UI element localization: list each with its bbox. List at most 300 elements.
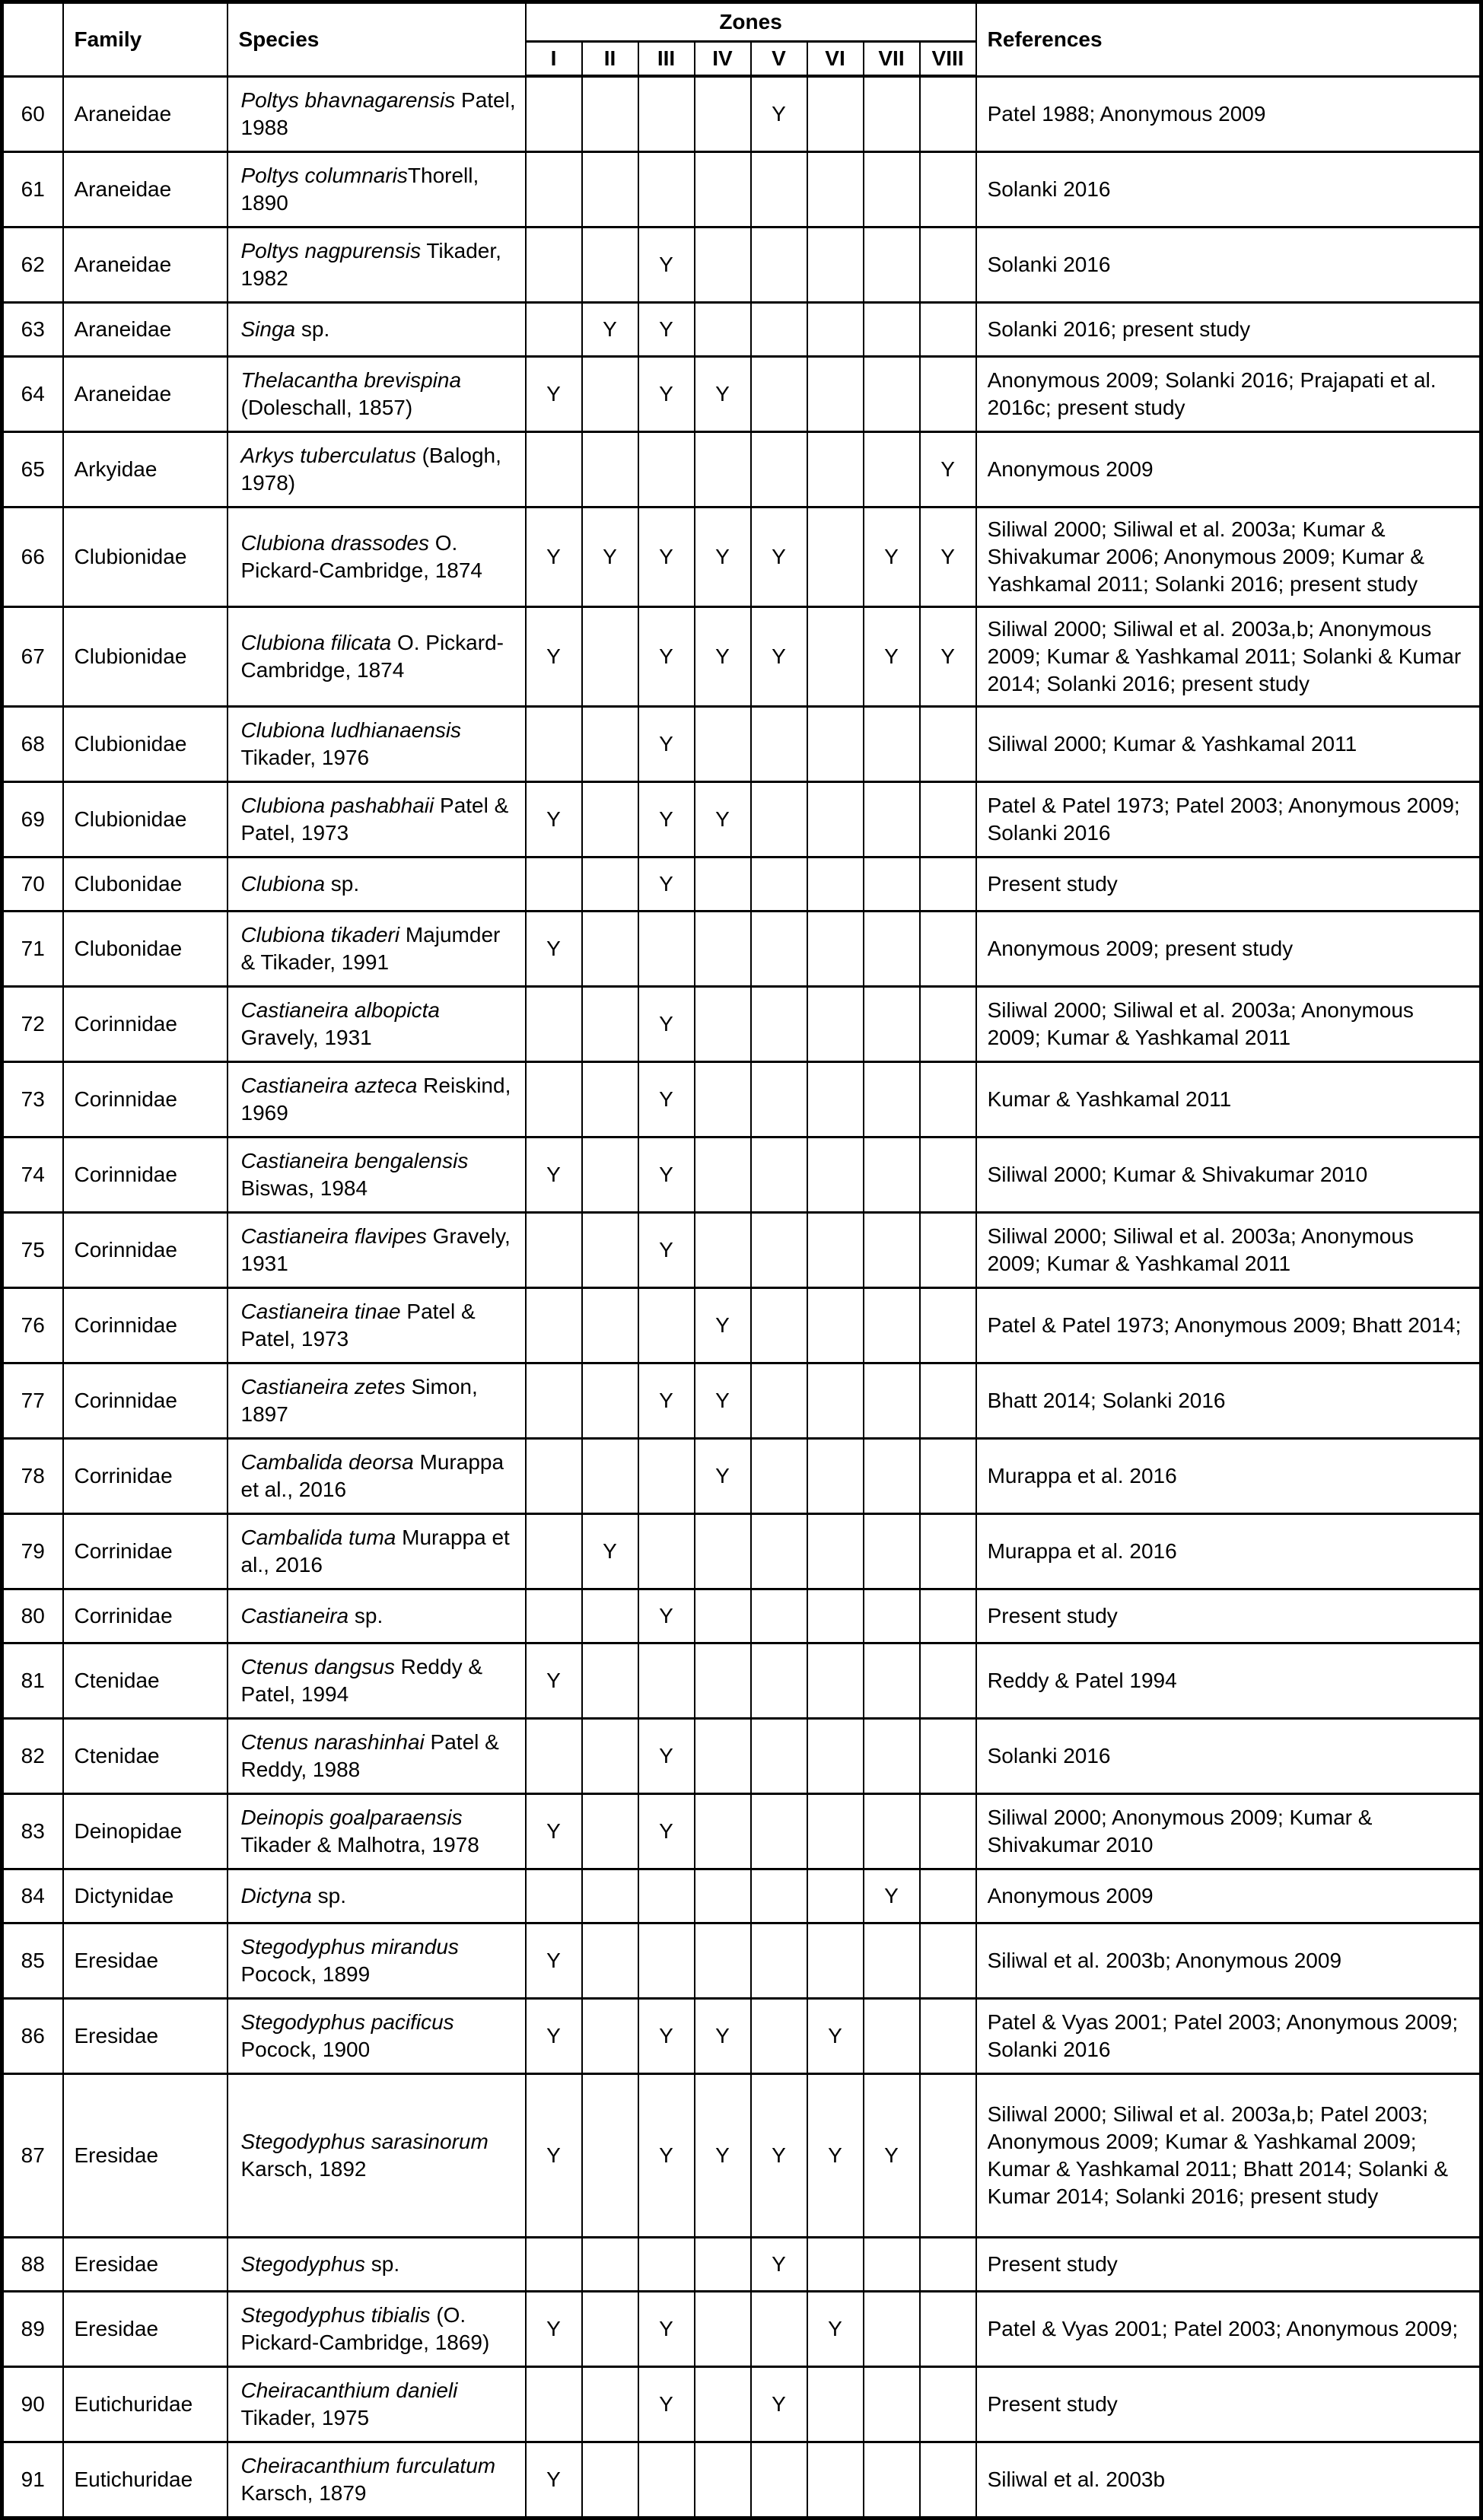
table-row xyxy=(2,1061,1481,1137)
row-number-cell: 61 xyxy=(2,151,63,227)
zone-cell-II xyxy=(582,606,638,706)
zone-cell-VI xyxy=(807,1718,864,1793)
species-author-year: sp. xyxy=(295,317,330,341)
zone-cell-III: Y xyxy=(638,227,695,302)
zone-cell-IV xyxy=(695,1513,751,1589)
species-cell xyxy=(228,1793,526,1869)
table-row xyxy=(2,1513,1481,1589)
zone-cell-IV xyxy=(695,2442,751,2518)
species-cell xyxy=(228,1287,526,1363)
zone-cell-VIII xyxy=(920,1718,976,1793)
zone-cell-II: Y xyxy=(582,507,638,606)
species-scientific-name: Clubiona drassodes xyxy=(240,530,429,555)
table-row xyxy=(2,706,1481,781)
family-cell: Eresidae xyxy=(63,1998,228,2073)
zone-cell-V xyxy=(751,1212,807,1287)
references-cell: Siliwal 2000; Siliwal et al. 2003a; Anonymous 2009; Kumar & Yashkamal 2011 xyxy=(976,986,1481,1061)
species-author-year: (Balogh, 1978) xyxy=(240,443,501,495)
species-cell xyxy=(228,1923,526,1998)
species-scientific-name: Poltys columnaris xyxy=(240,163,408,187)
zone-cell-VII xyxy=(864,1363,920,1438)
species-scientific-name: Stegodyphus sarasinorum xyxy=(240,2129,488,2153)
zone-cell-VII xyxy=(864,2291,920,2366)
zone-header-III: III xyxy=(638,42,695,77)
zone-cell-VI xyxy=(807,1061,864,1137)
zone-cell-II xyxy=(582,227,638,302)
family-cell: Arkyidae xyxy=(63,431,228,507)
species-scientific-name: Stegodyphus pacificus xyxy=(240,2009,454,2034)
zone-cell-IV: Y xyxy=(695,606,751,706)
species-scientific-name: Castianeira xyxy=(240,1603,349,1628)
zone-cell-VII xyxy=(864,986,920,1061)
zone-cell-III xyxy=(638,2442,695,2518)
zone-cell-IV xyxy=(695,1212,751,1287)
zone-cell-IV xyxy=(695,986,751,1061)
species-cell xyxy=(228,857,526,911)
zone-cell-II xyxy=(582,2442,638,2518)
zone-cell-V: Y xyxy=(751,2073,807,2237)
references-cell: Siliwal 2000; Kumar & Shivakumar 2010 xyxy=(976,1137,1481,1212)
species-cell xyxy=(228,356,526,431)
species-cell xyxy=(228,1363,526,1438)
zone-cell-VIII xyxy=(920,781,976,857)
zone-cell-III xyxy=(638,1287,695,1363)
zone-cell-I xyxy=(526,706,582,781)
table-row xyxy=(2,781,1481,857)
table-row xyxy=(2,2237,1481,2291)
zone-cell-VI xyxy=(807,2442,864,2518)
references-cell: Murappa et al. 2016 xyxy=(976,1513,1481,1589)
zone-cell-III: Y xyxy=(638,356,695,431)
table-row xyxy=(2,227,1481,302)
corner-cell xyxy=(2,2,63,77)
zone-cell-VII xyxy=(864,857,920,911)
zone-cell-V xyxy=(751,911,807,986)
zone-cell-VII xyxy=(864,2237,920,2291)
row-number-cell: 85 xyxy=(2,1923,63,1998)
references-cell: Siliwal 2000; Siliwal et al. 2003a; Anonymous 2009; Kumar & Yashkamal 2011 xyxy=(976,1212,1481,1287)
zone-cell-IV xyxy=(695,1589,751,1643)
zone-cell-IV xyxy=(695,1643,751,1718)
zone-cell-I xyxy=(526,1363,582,1438)
references-cell: Siliwal et al. 2003b; Anonymous 2009 xyxy=(976,1923,1481,1998)
zone-header-V: V xyxy=(751,42,807,77)
zone-cell-II xyxy=(582,356,638,431)
zone-cell-II xyxy=(582,76,638,151)
row-number-cell: 72 xyxy=(2,986,63,1061)
zone-cell-VIII xyxy=(920,1643,976,1718)
zone-cell-VIII xyxy=(920,302,976,356)
zone-cell-II xyxy=(582,1643,638,1718)
zone-cell-IV xyxy=(695,1061,751,1137)
zone-cell-III: Y xyxy=(638,706,695,781)
zone-cell-VIII xyxy=(920,1438,976,1513)
family-cell: Clubonidae xyxy=(63,911,228,986)
zone-cell-II: Y xyxy=(582,302,638,356)
zone-cell-VI xyxy=(807,606,864,706)
zone-cell-V xyxy=(751,1513,807,1589)
family-cell: Corinnidae xyxy=(63,986,228,1061)
species-cell xyxy=(228,431,526,507)
zone-cell-I: Y xyxy=(526,1923,582,1998)
zone-cell-II xyxy=(582,1212,638,1287)
species-author-year: Gravely, 1931 xyxy=(240,1025,372,1049)
zone-cell-VI xyxy=(807,1363,864,1438)
family-cell: Araneidae xyxy=(63,76,228,151)
table-row xyxy=(2,356,1481,431)
zone-cell-III: Y xyxy=(638,1137,695,1212)
zone-cell-VII xyxy=(864,1589,920,1643)
row-number-cell: 76 xyxy=(2,1287,63,1363)
family-cell: Clubonidae xyxy=(63,857,228,911)
family-cell: Deinopidae xyxy=(63,1793,228,1869)
references-cell: Siliwal et al. 2003b xyxy=(976,2442,1481,2518)
zone-cell-IV xyxy=(695,1137,751,1212)
zone-cell-II xyxy=(582,1363,638,1438)
zone-cell-VI xyxy=(807,1438,864,1513)
zone-cell-I xyxy=(526,1718,582,1793)
zone-cell-VIII xyxy=(920,356,976,431)
zone-cell-I xyxy=(526,302,582,356)
species-scientific-name: Clubiona pashabhaii xyxy=(240,793,434,817)
zone-cell-V xyxy=(751,706,807,781)
family-cell: Corinnidae xyxy=(63,1363,228,1438)
family-cell: Corinnidae xyxy=(63,1137,228,1212)
zone-cell-II xyxy=(582,2073,638,2237)
row-number-cell: 77 xyxy=(2,1363,63,1438)
zone-cell-VI xyxy=(807,1793,864,1869)
zone-cell-V: Y xyxy=(751,606,807,706)
zone-cell-IV xyxy=(695,706,751,781)
species-author-year: Karsch, 1892 xyxy=(240,2156,367,2181)
references-cell: Patel & Patel 1973; Anonymous 2009; Bhatt 2014; xyxy=(976,1287,1481,1363)
zone-cell-III: Y xyxy=(638,1212,695,1287)
references-cell: Patel & Patel 1973; Patel 2003; Anonymous 2009; Solanki 2016 xyxy=(976,781,1481,857)
zone-cell-V xyxy=(751,986,807,1061)
zone-cell-VIII xyxy=(920,1287,976,1363)
zone-cell-II xyxy=(582,1998,638,2073)
species-scientific-name: Singa xyxy=(240,317,296,341)
species-author-year: Reiskind, 1969 xyxy=(240,1073,511,1125)
species-cell xyxy=(228,227,526,302)
species-author-year: Patel & Patel, 1973 xyxy=(240,793,509,845)
zone-cell-IV: Y xyxy=(695,2073,751,2237)
zone-cell-I xyxy=(526,1212,582,1287)
references-cell: Siliwal 2000; Kumar & Yashkamal 2011 xyxy=(976,706,1481,781)
species-author-year: Patel & Reddy, 1988 xyxy=(240,1729,499,1781)
zone-cell-III xyxy=(638,1513,695,1589)
zone-cell-VI xyxy=(807,706,864,781)
zone-cell-III: Y xyxy=(638,781,695,857)
species-scientific-name: Castianeira bengalensis xyxy=(240,1148,469,1172)
zone-cell-III xyxy=(638,1869,695,1923)
zone-cell-VIII xyxy=(920,1513,976,1589)
zone-cell-VIII xyxy=(920,1869,976,1923)
zone-cell-I: Y xyxy=(526,2291,582,2366)
species-author-year: O. Pickard-Cambridge, 1874 xyxy=(240,630,504,682)
zone-cell-VI xyxy=(807,2237,864,2291)
zone-cell-IV: Y xyxy=(695,781,751,857)
species-cell xyxy=(228,302,526,356)
family-cell: Eutichuridae xyxy=(63,2366,228,2442)
row-number-cell: 62 xyxy=(2,227,63,302)
references-cell: Bhatt 2014; Solanki 2016 xyxy=(976,1363,1481,1438)
species-cell xyxy=(228,1589,526,1643)
zone-cell-VI xyxy=(807,986,864,1061)
species-author-year: Patel, 1988 xyxy=(240,88,516,139)
zone-cell-III xyxy=(638,76,695,151)
species-cell xyxy=(228,2237,526,2291)
zone-cell-VII xyxy=(864,1438,920,1513)
zone-cell-V xyxy=(751,2442,807,2518)
species-scientific-name: Cheiracanthium danieli xyxy=(240,2378,458,2402)
zone-cell-VIII xyxy=(920,227,976,302)
species-scientific-name: Castianeira flavipes xyxy=(240,1223,427,1248)
zone-cell-IV: Y xyxy=(695,356,751,431)
species-cell xyxy=(228,2073,526,2237)
species-cell xyxy=(228,1869,526,1923)
zone-cell-III: Y xyxy=(638,606,695,706)
species-cell xyxy=(228,2442,526,2518)
zone-cell-V xyxy=(751,1998,807,2073)
zone-cell-V xyxy=(751,857,807,911)
zone-cell-V xyxy=(751,151,807,227)
zone-cell-IV xyxy=(695,2366,751,2442)
zone-cell-III: Y xyxy=(638,1793,695,1869)
species-scientific-name: Castianeira zetes xyxy=(240,1374,406,1398)
table-row xyxy=(2,2442,1481,2518)
table-header xyxy=(2,2,1481,77)
family-cell: Ctenidae xyxy=(63,1643,228,1718)
zone-cell-II xyxy=(582,1589,638,1643)
zone-cell-VI xyxy=(807,356,864,431)
zone-cell-VI xyxy=(807,151,864,227)
species-scientific-name: Cambalida deorsa xyxy=(240,1449,414,1474)
zone-cell-VI xyxy=(807,1589,864,1643)
zone-cell-III: Y xyxy=(638,1363,695,1438)
zone-cell-V: Y xyxy=(751,2366,807,2442)
zone-cell-VII xyxy=(864,911,920,986)
zone-cell-IV: Y xyxy=(695,1438,751,1513)
zone-cell-III xyxy=(638,1643,695,1718)
row-number-cell: 87 xyxy=(2,2073,63,2237)
zone-cell-I xyxy=(526,1287,582,1363)
zone-cell-III xyxy=(638,151,695,227)
zone-cell-V xyxy=(751,431,807,507)
zone-cell-VII xyxy=(864,1212,920,1287)
zone-cell-VI xyxy=(807,302,864,356)
zone-header-I: I xyxy=(526,42,582,77)
species-cell xyxy=(228,1718,526,1793)
zone-cell-VII xyxy=(864,1923,920,1998)
species-cell xyxy=(228,2291,526,2366)
zone-cell-VII xyxy=(864,1287,920,1363)
zone-cell-III: Y xyxy=(638,302,695,356)
species-author-year: Pocock, 1900 xyxy=(240,2037,371,2061)
zone-header-VI: VI xyxy=(807,42,864,77)
species-cell xyxy=(228,1438,526,1513)
zone-cell-V xyxy=(751,1718,807,1793)
species-cell xyxy=(228,1998,526,2073)
zone-cell-IV xyxy=(695,1793,751,1869)
zone-cell-I xyxy=(526,1061,582,1137)
zone-cell-II xyxy=(582,1923,638,1998)
zone-cell-III xyxy=(638,431,695,507)
species-cell xyxy=(228,1513,526,1589)
row-number-cell: 83 xyxy=(2,1793,63,1869)
zone-cell-IV xyxy=(695,1718,751,1793)
zone-cell-VII xyxy=(864,1643,920,1718)
table-row xyxy=(2,1589,1481,1643)
zone-cell-I: Y xyxy=(526,507,582,606)
zone-cell-VII xyxy=(864,151,920,227)
species-author-year: Tikader, 1976 xyxy=(240,745,370,769)
table-row xyxy=(2,1793,1481,1869)
zone-cell-V xyxy=(751,1643,807,1718)
species-cell xyxy=(228,606,526,706)
species-cell xyxy=(228,706,526,781)
zone-cell-IV: Y xyxy=(695,507,751,606)
row-number-cell: 91 xyxy=(2,2442,63,2518)
zone-cell-VI xyxy=(807,1137,864,1212)
row-number-cell: 90 xyxy=(2,2366,63,2442)
species-author-year: (Doleschall, 1857) xyxy=(240,395,413,419)
zone-header-VII: VII xyxy=(864,42,920,77)
zone-cell-III: Y xyxy=(638,1998,695,2073)
zone-cell-VIII xyxy=(920,151,976,227)
table-row xyxy=(2,507,1481,606)
zone-cell-I: Y xyxy=(526,356,582,431)
table-row xyxy=(2,76,1481,151)
species-cell xyxy=(228,1061,526,1137)
zone-cell-VI: Y xyxy=(807,1998,864,2073)
species-author-year: Tikader & Malhotra, 1978 xyxy=(240,1832,479,1857)
row-number-cell: 88 xyxy=(2,2237,63,2291)
zone-cell-II xyxy=(582,151,638,227)
row-number-cell: 70 xyxy=(2,857,63,911)
references-cell: Present study xyxy=(976,2237,1481,2291)
zone-cell-VI xyxy=(807,2366,864,2442)
family-cell: Clubionidae xyxy=(63,507,228,606)
table-row xyxy=(2,606,1481,706)
zone-cell-II xyxy=(582,1718,638,1793)
zone-cell-VI xyxy=(807,76,864,151)
zone-cell-VIII xyxy=(920,1212,976,1287)
family-cell: Araneidae xyxy=(63,302,228,356)
table-row xyxy=(2,151,1481,227)
zone-cell-II xyxy=(582,706,638,781)
zone-cell-V xyxy=(751,1061,807,1137)
zone-cell-VI xyxy=(807,1869,864,1923)
zone-cell-I: Y xyxy=(526,781,582,857)
zone-cell-I xyxy=(526,2237,582,2291)
zone-cell-I xyxy=(526,857,582,911)
zone-cell-VIII xyxy=(920,986,976,1061)
species-scientific-name: Clubiona filicata xyxy=(240,630,392,654)
family-cell: Araneidae xyxy=(63,227,228,302)
zone-cell-VII xyxy=(864,1061,920,1137)
zone-cell-VI: Y xyxy=(807,2291,864,2366)
table-row xyxy=(2,1923,1481,1998)
species-scientific-name: Arkys tuberculatus xyxy=(240,443,416,467)
zone-cell-V xyxy=(751,1438,807,1513)
zone-cell-III xyxy=(638,1438,695,1513)
zone-cell-V xyxy=(751,356,807,431)
table-row xyxy=(2,1137,1481,1212)
zone-cell-VIII: Y xyxy=(920,431,976,507)
zone-cell-VIII xyxy=(920,1793,976,1869)
zone-cell-V xyxy=(751,1137,807,1212)
zone-cell-II xyxy=(582,911,638,986)
zone-cell-IV: Y xyxy=(695,1998,751,2073)
row-number-cell: 82 xyxy=(2,1718,63,1793)
references-cell: Reddy & Patel 1994 xyxy=(976,1643,1481,1718)
species-scientific-name: Castianeira tinae xyxy=(240,1299,401,1323)
table-row xyxy=(2,2366,1481,2442)
zone-cell-II xyxy=(582,1438,638,1513)
references-cell: Siliwal 2000; Siliwal et al. 2003a; Kumar & Shivakumar 2006; Anonymous 2009; Kumar & Yashkamal 2011; Solanki 2016; present study xyxy=(976,507,1481,606)
species-scientific-name: Deinopis goalparaensis xyxy=(240,1805,463,1829)
zone-cell-I: Y xyxy=(526,606,582,706)
zone-cell-VIII xyxy=(920,2366,976,2442)
zone-cell-V xyxy=(751,1589,807,1643)
zone-cell-VIII xyxy=(920,1061,976,1137)
zone-cell-VIII xyxy=(920,2237,976,2291)
zone-cell-VIII xyxy=(920,857,976,911)
zone-header-II: II xyxy=(582,42,638,77)
zone-cell-VI xyxy=(807,1923,864,1998)
family-cell: Eresidae xyxy=(63,1923,228,1998)
zone-header-VIII: VIII xyxy=(920,42,976,77)
zone-cell-I xyxy=(526,227,582,302)
species-author-year: (O. Pickard-Cambridge, 1869) xyxy=(240,2302,490,2354)
zone-cell-VIII xyxy=(920,2073,976,2237)
species-author-year: Pocock, 1899 xyxy=(240,1962,371,1986)
zone-cell-VI xyxy=(807,1287,864,1363)
species-author-year: Karsch, 1879 xyxy=(240,2480,367,2505)
header-row-top xyxy=(2,2,1481,42)
zone-cell-III: Y xyxy=(638,1718,695,1793)
references-cell: Siliwal 2000; Siliwal et al. 2003a,b; Patel 2003; Anonymous 2009; Kumar & Yashkamal 2009; Kumar & Yashkamal 2011; Bhatt 2014; Solanki & Kumar 2014; Solanki 2016; present study xyxy=(976,2073,1481,2237)
species-scientific-name: Ctenus dangsus xyxy=(240,1654,395,1678)
zone-cell-II xyxy=(582,1793,638,1869)
row-number-cell: 63 xyxy=(2,302,63,356)
zone-cell-V: Y xyxy=(751,76,807,151)
zone-cell-III xyxy=(638,2237,695,2291)
zone-cell-I xyxy=(526,2366,582,2442)
row-number-cell: 75 xyxy=(2,1212,63,1287)
zone-cell-V xyxy=(751,1923,807,1998)
family-cell: Dictynidae xyxy=(63,1869,228,1923)
zone-cell-VII xyxy=(864,1513,920,1589)
zone-cell-II xyxy=(582,1061,638,1137)
species-scientific-name: Stegodyphus mirandus xyxy=(240,1934,459,1958)
species-cell xyxy=(228,1137,526,1212)
zone-cell-I xyxy=(526,986,582,1061)
zone-cell-I: Y xyxy=(526,1793,582,1869)
row-number-cell: 66 xyxy=(2,507,63,606)
zone-cell-VI xyxy=(807,1513,864,1589)
zone-cell-II: Y xyxy=(582,1513,638,1589)
zone-cell-III: Y xyxy=(638,507,695,606)
zone-cell-VIII xyxy=(920,911,976,986)
family-cell: Araneidae xyxy=(63,151,228,227)
species-cell xyxy=(228,781,526,857)
zone-cell-VI: Y xyxy=(807,2073,864,2237)
references-cell: Solanki 2016 xyxy=(976,1718,1481,1793)
zone-cell-VII xyxy=(864,76,920,151)
zone-cell-VI xyxy=(807,781,864,857)
